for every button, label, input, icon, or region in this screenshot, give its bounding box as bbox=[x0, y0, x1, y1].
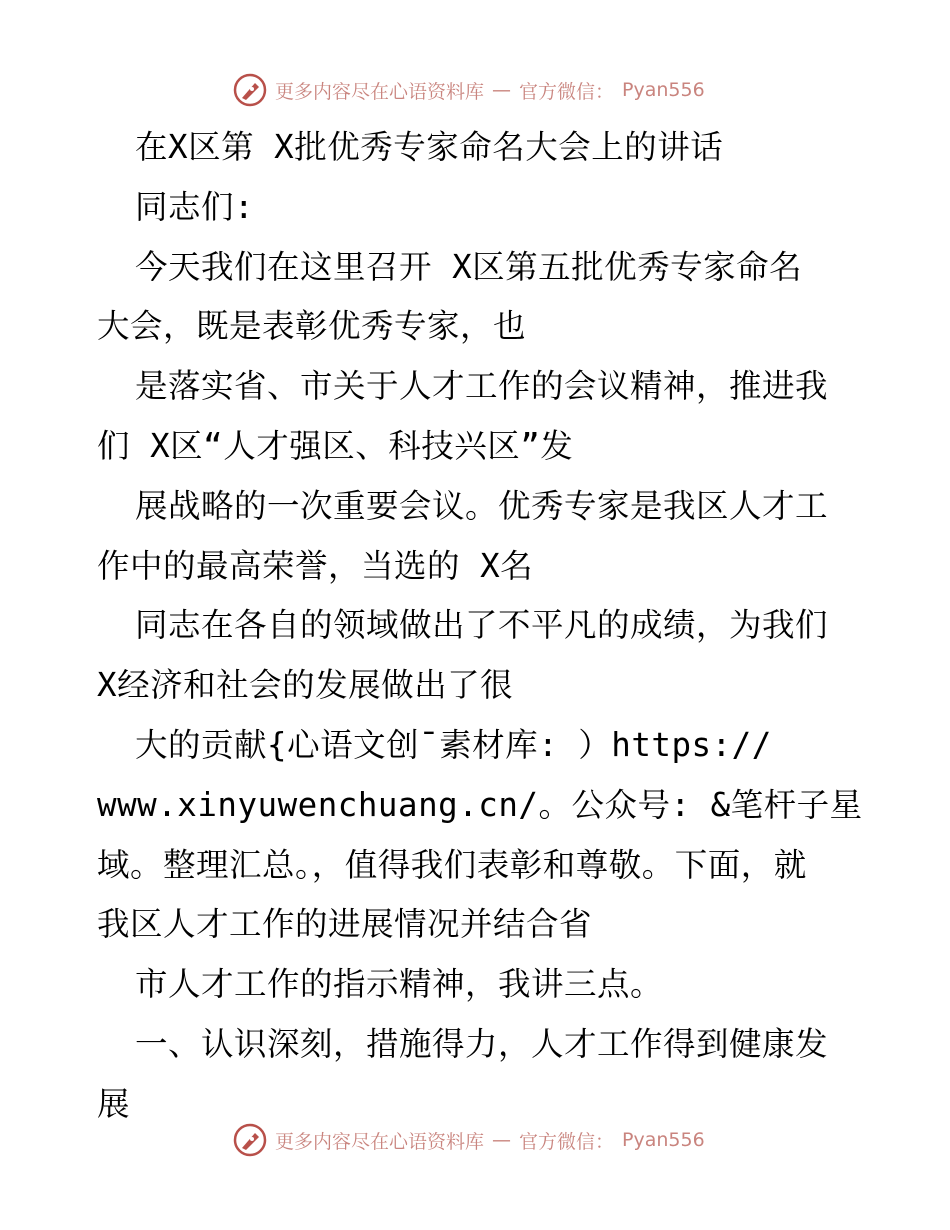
section-heading: 一、认识深刻，措施得力，人才工作得到健康发 bbox=[135, 1024, 829, 1063]
banner-wechat-label: 官方微信： bbox=[519, 80, 615, 103]
salutation: 同志们: bbox=[135, 187, 255, 226]
banner-wechat-id: Pyan556 bbox=[622, 79, 705, 101]
paragraph-line: 市人才工作的指示精神，我讲三点。 bbox=[135, 965, 664, 1004]
banner-main-text: 更多内容尽在心语资料库 bbox=[275, 1130, 485, 1153]
banner-dash: — bbox=[492, 79, 512, 101]
banner-wechat-label: 官方微信： bbox=[519, 1130, 615, 1153]
paragraph-line: 大会，既是表彰优秀专家，也 bbox=[97, 307, 527, 346]
banner-main-text: 更多内容尽在心语资料库 bbox=[275, 80, 485, 103]
paragraph-line: 展战略的一次重要会议。优秀专家是我区人才工 bbox=[135, 486, 829, 525]
paragraph-line: 同志在各自的领域做出了不平凡的成绩，为我们 bbox=[135, 606, 829, 645]
paragraph-line: 作中的最高荣誉，当选的 X名 bbox=[97, 546, 534, 585]
paragraph-line: X经济和社会的发展做出了很 bbox=[97, 666, 514, 705]
document-body bbox=[97, 126, 863, 1143]
section-heading-continued: 展 bbox=[97, 1084, 131, 1123]
banner-dash: — bbox=[492, 1129, 512, 1151]
paragraph-line: www.xinyuwenchuang.cn/。公众号: &笔杆子星 bbox=[97, 785, 863, 824]
paragraph-line: 们 X区“人才强区、科技兴区”发 bbox=[97, 426, 574, 465]
paragraph-line: 是落实省、市关于人才工作的会议精神，推进我 bbox=[135, 367, 829, 406]
paragraph-line: 今天我们在这里召开 X区第五批优秀专家命名 bbox=[135, 247, 803, 286]
paragraph-line: 我区人才工作的进展情况并结合省 bbox=[97, 905, 593, 944]
pen-nib-logo-icon bbox=[233, 1123, 267, 1157]
document-title: 在X区第 X批优秀专家命名大会上的讲话 bbox=[135, 128, 724, 166]
banner-wechat-id: Pyan556 bbox=[622, 1129, 705, 1151]
paragraph-line: 大的贡献{心语文创¯素材库: ）https:// bbox=[135, 725, 772, 764]
header-banner bbox=[233, 70, 753, 110]
paragraph-line: 域。整理汇总。，值得我们表彰和尊敬。下面，就 bbox=[97, 845, 807, 884]
footer-banner bbox=[233, 1120, 753, 1160]
pen-nib-logo-icon bbox=[233, 73, 267, 107]
